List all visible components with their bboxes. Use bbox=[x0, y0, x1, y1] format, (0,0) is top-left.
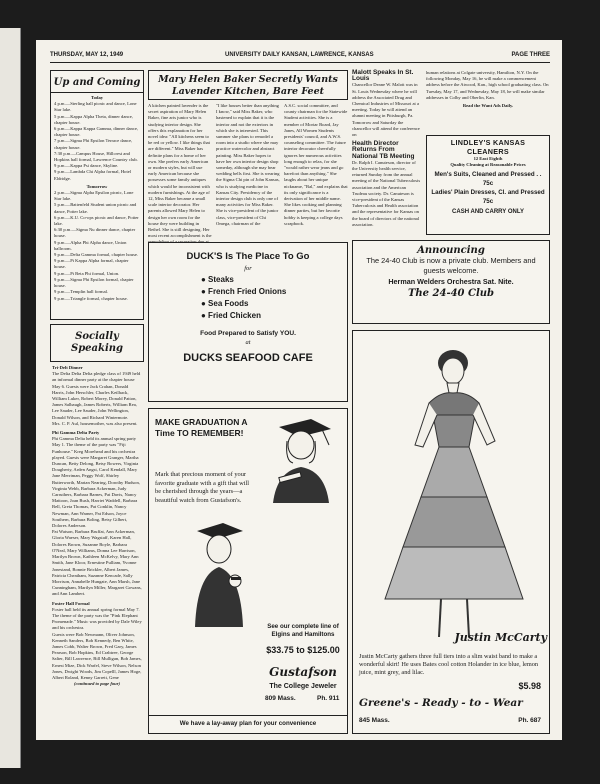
ducks-for: for bbox=[244, 265, 252, 272]
greene-ad bbox=[352, 330, 550, 734]
event-item: 9 p.m.—Pi Beta Phi formal, Union. bbox=[54, 270, 120, 276]
continued-note: (continued to page four) bbox=[73, 681, 121, 687]
baker-headline: Mary Helen Baker Secretly Wants Lavender Kitchen, Bare Feet bbox=[158, 74, 338, 97]
previous-page-edge bbox=[0, 28, 21, 768]
menu-item: ● French Fried Onions bbox=[201, 287, 287, 296]
header-page: PAGE THREE bbox=[511, 52, 550, 58]
event-item: 5 p.m.—Battenfeld Student union picnic and dance, Potter lake. bbox=[54, 202, 137, 214]
gustafson-address: 809 Mass. bbox=[265, 695, 296, 702]
tri-delt-body: The Delta Delta Delta pledge class of 1949 held an informal dinner party at the chapter house May 6. Guests were Jack Crahan, Donald Harris, John Herschler, Charles Keilhack, William Luker, Robert Morey, Donald Patton, James Salbaugh, James Roberts, William Rea, Lee Sauder, Lee Sauder, John Wellington, Donald Wilson, and Richard Wintermote. bbox=[52, 371, 141, 420]
event-item: 9 p.m.—Templin hall formal. bbox=[54, 289, 109, 295]
malott-body: Chancellor Deane W. Malott was in St. Louis Wednesday where he will address the Associated Drug and Chemical Industries of Missouri at a meeting. Today he will attend an alumni meeting in Pittsburgh, Pa. Tomorrow and Saturday the chancellor will attend the conference on bbox=[352, 82, 420, 138]
menu-item: ● Fried Chicken bbox=[201, 311, 261, 320]
ducks-ad bbox=[148, 242, 348, 402]
dress-fashion-illustration bbox=[371, 337, 541, 647]
event-item: 7 p.m.—Sigma Phi Epsilon Terrace dance, chapter house. bbox=[54, 138, 133, 150]
event-item: 9 p.m.—Triangle formal, chapter house. bbox=[54, 295, 128, 301]
up-and-coming-title: Up and Coming bbox=[51, 71, 143, 93]
up-and-coming-box bbox=[50, 70, 144, 320]
foster-hall-heading: Foster Hall Formal bbox=[52, 600, 90, 606]
socially-speaking-title: Socially Speaking bbox=[50, 324, 144, 362]
phi-gamma-body-2: Pat Watson, Barbara Bruffat, Ann Ackerman, Gloria Waeser, Mary Wagstaff, Karen Hall, Dolores Brown, Suzanne Boyle, Barbara O'Neal, Mary Williams, Donna Lee Harrison, Marilyn Brown, Kathleen McKelvy, Mary Ann Smith, Jane Kloor, Ernestine Pulliam, Yvonne Jonestand, Bonnie Brickler, Albert James, Patricia Cheatham, Suzanne Kencade, Sally Morrison, Annabelle Hungate, Ann Marsh, Jane Cunningham, Marilyn Miller, Margaret Gowans, and Ann Lambert. bbox=[52, 529, 142, 597]
foster-hall-body: Foster hall held its annual spring formal May 7. The theme of the party was the "Pink Elephant Promenade." Music was provided by Dale Wiley and his orchestra. bbox=[52, 606, 142, 631]
event-item: 9 p.m.—Alpha Phi Alpha dance, Union ballroom. bbox=[54, 239, 127, 251]
greene-name: Greene's - Ready - to - Wear bbox=[359, 697, 523, 709]
malott-title: Malott Speaks In St. Louis bbox=[352, 69, 414, 83]
foster-hall-body-2: Guests were Bob Newmann, Oliver Johnson, Kenneth Sanders, Bob Kennedy, Ben White, James Cobb, Walter Brown, Fred Gary, James Pearson, Bob Hopkins, Ed Crabtree, George Salter, Bill Lawrence, Bill Mulligan, Bob James, Ernest Mize, Dick Warfel, Steve Wilson, Nelson Jones, Dwight Woods, Jim Copelll, James Hoge, Albert Roland, Kenny Garrett, Gene bbox=[52, 631, 142, 680]
greene-body: Justin McCarty gathers three full tiers into a slim waist band to make a wonderful skirt! He uses Bates cool cotton Holander in ice blue, lemon juice, mint grey, and lilac. bbox=[359, 653, 539, 676]
gustafson-line: See our complete line of Elgins and Hamiltons bbox=[267, 623, 339, 638]
club-name: The 24-40 Club bbox=[407, 288, 495, 299]
gustafson-sub: The College Jeweler bbox=[269, 683, 337, 690]
health-body: Dr. Ralph I. Canuteson, director of the University health service, returned Sunday from the annual meeting of the National Tuberculosis association and the American Trudeau society. Dr. Canuteson is vice-president of the Kansas Tuberculosis and Health association and the representative for Kansas on the board of directors of the national association. bbox=[352, 159, 421, 227]
lindley-cash: CASH AND CARRY ONLY bbox=[452, 209, 524, 216]
baker-col-1: A kitchen painted lavender is the secret aspiration of Mary Helen Baker, fine arts junior who is studying interior design. She offers this explanation for her novel idea: "All kitchens seem to be red or yellow. I like things that are different." Miss Baker has definite plans for a home of her own. She prefers early American or modern styles, but will use early American because she possesses some family antiques which would be inconsistent with modern furnishings. At the age of 12, Miss Baker became a small scale interior decorator. Her parents allowed Mary Helen to design her own room for the house they were building in Bethel. She is still designing. Her most recent accomplishment is the bbox=[148, 103, 212, 239]
gustafson-headline: MAKE GRADUATION A Time TO REMEMBER! bbox=[155, 417, 248, 438]
health-title: Health Director Returns From National TB Meeting bbox=[352, 140, 415, 160]
gustafson-ad bbox=[148, 408, 348, 734]
ducks-headline: DUCK'S Is The Place To Go bbox=[186, 251, 310, 262]
lindley-ad bbox=[426, 135, 550, 235]
tri-delt-heading: Tri-Delt Dinner bbox=[52, 365, 83, 370]
event-item: 7:30 p.m.—Campus House, Hillcrest and Hopkins hall formal, Lawrence Country club. bbox=[54, 150, 138, 163]
header-paper: UNIVERSITY DAILY KANSAN, LAWRENCE, KANSAS bbox=[225, 52, 374, 58]
socially-speaking-column bbox=[50, 324, 144, 734]
greene-address: 845 Mass. bbox=[359, 717, 390, 724]
event-item: 4 p.m.—Sterling hall picnic and dance, Lone Star lake. bbox=[54, 101, 137, 113]
human-relations-column bbox=[426, 70, 550, 130]
event-item: 9 p.m.—Pi Kappa Alpha formal, chapter house. bbox=[54, 258, 129, 270]
ducks-menu bbox=[201, 274, 347, 322]
gustafson-phone: Ph. 911 bbox=[317, 695, 340, 702]
tri-delt-body-2: Mrs. C. P. Aul, housemother, was also present. bbox=[52, 420, 138, 426]
ducks-at: at bbox=[245, 339, 251, 346]
club-tonight: Herman Welders Orchestra Sat. Nite. bbox=[388, 277, 514, 286]
lindley-title: LINDLEY'S KANSAS CLEANERS bbox=[450, 138, 526, 156]
tomorrow-list bbox=[54, 190, 140, 302]
greene-brand: Justin McCarty bbox=[454, 631, 547, 644]
lindley-line-1: Men's Suits, Cleaned and Pressed . . 75c bbox=[434, 171, 542, 188]
page-header bbox=[50, 46, 550, 63]
gustafson-price-range: $33.75 to $125.00 bbox=[266, 645, 340, 655]
baker-col-3: A.S.C. social committee, and county chairman for the Statewide Student activities. She is a member of Mortar Board, Jay Janes, All Women Students presidents' council, and A.W.S. counseling committee. The future interior decorator cheerfully ignores her numerous activities long enough to relax, for she "would rather wear jeans and go barefoot than anything." She laughs about her unique nickname, "Bal," and explains that its only significance is a derivation of her middle name. She likes cooking and planning dinner parties, but her favorite hobby is keeping a college days scrapbook. bbox=[284, 103, 348, 226]
phi-gamma-body: Phi Gamma Delta held its annual spring party May 1. The theme of the party was "Fiji Funhouse." Kreg Morehead and his orchestra played. Guests were Margaret Granger, Martha Duncan, Betty Delong, Betsy Bowers, Virginia Dougherty, Arden Angst, Carol Kendall, Mary Jane Merriman, Peggy Wolf, Shirley Butterworth, Marian Nearing, Dorothy Hudson, Virginia Webb, Barbara Ackerman, Judy Carruthers, Barbara Barnes, Pat Davis, Nancy Mattoon, Joan Bush, Harriet Waddell, Barbara Bell, Greta Thomas, Pat Conklin, Nancy Newman, Ann Warner, Pat Edson, Joyce Southern, Barbara Boling, Betsy Gilbert, Dolores Anderson. bbox=[52, 436, 140, 529]
event-item: 9 p.m.—Kappa Psi dance, Skyline. bbox=[54, 163, 119, 169]
phi-gamma-heading: Phi Gamma Delta Party bbox=[52, 430, 100, 436]
graduate-girl-illustration bbox=[259, 415, 339, 505]
club-body: The 24-40 Club is now a private club. Members and guests welcome. bbox=[366, 256, 536, 275]
lindley-quality: Quality Cleaning at Reasonable Prices bbox=[450, 162, 526, 168]
newspaper-page bbox=[36, 40, 562, 740]
baker-col-2: "I like houses better than anything I know," said Miss Baker, who hastened to explain that it is the interior and not the exteriors in which she is interested. This summer she plans to remodel a room into a studio where she may practice watercolor and abstract painting. Miss Baker hopes to have her own interior design shop someday, although she may bear wedding bells first. She is wearing the Sigma Chi pin of John Kansas, who is studying medicine in Kansas City. Presidency of the interior design club is only one of many activities for Miss Baker. She is vice-president of the junior class, vice-president of Chi Omega, chairman of the bbox=[216, 103, 280, 226]
tomorrow-heading: Tomorrow bbox=[86, 183, 108, 189]
malott-health-column bbox=[352, 70, 422, 236]
event-item: 2 p.m.—Sigma Alpha Epsilon picnic, Lone Star lake. bbox=[54, 190, 134, 202]
greene-price: $5.98 bbox=[518, 681, 541, 691]
header-date: THURSDAY, MAY 12, 1949 bbox=[50, 52, 124, 58]
event-item: 6 p.m.—K.U. Co-ops picnic and dance, Potter lake. bbox=[54, 214, 139, 227]
baker-headline-box bbox=[148, 70, 348, 100]
event-item: 9 p.m.—Lambda Chi Alpha formal, Hotel Eldridge. bbox=[54, 169, 132, 181]
gustafson-layaway: We have a lay-away plan for your convenience bbox=[149, 715, 347, 734]
event-item: 6:30 p.m.—Sigma Nu dinner dance, chapter house. bbox=[54, 227, 136, 239]
ducks-prepared: Food Prepared to Satisfy YOU. bbox=[200, 330, 296, 337]
today-list bbox=[54, 101, 140, 182]
event-item: 5 p.m.—Kappa Alpha Theta, dinner dance, chapter house. bbox=[54, 113, 133, 125]
event-item: 6 p.m.—Kappa Kappa Gamma, dinner dance, chapter house. bbox=[54, 126, 139, 138]
menu-item: ● Sea Foods bbox=[201, 299, 249, 308]
gustafson-body: Mark that precious moment of your favorite graduate with a gift that will be cherished through the years—a beautiful watch from Gustafson's. bbox=[155, 471, 250, 504]
club-announcing: Announcing bbox=[417, 245, 485, 256]
lindley-address: 12 East Eighth bbox=[473, 156, 503, 161]
greene-phone: Ph. 687 bbox=[518, 717, 541, 724]
want-ads-tag: Read the Want Ads Daily. bbox=[462, 103, 514, 109]
today-heading: Today bbox=[90, 95, 104, 100]
ducks-name: DUCKS SEAFOOD CAFE bbox=[183, 352, 313, 364]
menu-item: ● Steaks bbox=[201, 275, 234, 284]
club-ad bbox=[352, 240, 550, 324]
graduate-boy-illustration bbox=[189, 519, 249, 629]
lindley-line-2: Ladies' Plain Dresses, Cl. and Pressed 75c bbox=[431, 189, 545, 206]
gustafson-logo: Gustafson bbox=[269, 665, 337, 679]
human-relations-body: human relations at Colgate university, Hamilton, N.Y. On the following Monday, May 16, he will make a commencement address before the Atwood, Kan., high school graduating class. On Tuesday, May 17, and Wednesday, May 18, he will make similar addresses in Colby and Oberlin, Kan. bbox=[426, 70, 549, 100]
event-item: 9 p.m.—Sigma Phi Epsilon formal, chapter house. bbox=[54, 276, 134, 289]
event-item: 9 p.m.—Delta Gamma formal, chapter house. bbox=[54, 252, 139, 258]
